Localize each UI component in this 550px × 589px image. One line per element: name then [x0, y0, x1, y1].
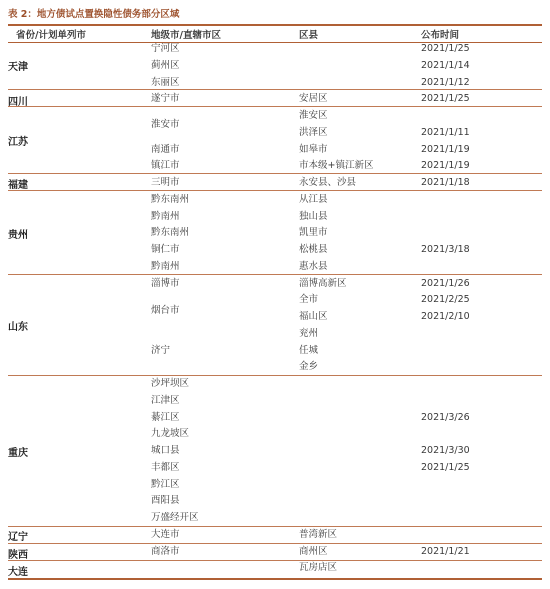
- date-cell: 2021/1/19: [421, 143, 470, 155]
- table-row: [8, 259, 542, 276]
- district-cell: 金乡: [299, 361, 319, 373]
- district-cell: 松桃县: [299, 244, 328, 255]
- table-row: [8, 460, 542, 477]
- table-row: [8, 276, 542, 293]
- city-cell: 宁河区: [151, 43, 180, 54]
- province-cell: 重庆: [8, 448, 28, 459]
- province-cell: 陕西: [8, 550, 28, 561]
- table-row: [8, 443, 542, 460]
- city-cell: 酉阳县: [151, 495, 180, 507]
- province-cell: 福建: [8, 180, 28, 191]
- city-cell: 淄博市: [151, 277, 180, 289]
- district-cell: 洪泽区: [299, 126, 328, 138]
- province-cell: 大连: [8, 567, 28, 578]
- province-cell: 贵州: [8, 230, 28, 241]
- district-cell: 从江县: [299, 193, 328, 205]
- city-cell: 綦江区: [151, 411, 180, 423]
- table-row: [8, 326, 542, 343]
- city-cell: 黔江区: [151, 478, 180, 490]
- district-cell: 市本级+镇江新区: [299, 160, 374, 172]
- city-cell: 商洛市: [151, 545, 180, 557]
- row-separator: [8, 526, 542, 527]
- city-cell: 东丽区: [151, 76, 180, 88]
- city-cell: 城口县: [151, 445, 180, 456]
- city-cell: 九龙坡区: [151, 428, 190, 440]
- city-cell: 蓟州区: [151, 59, 180, 71]
- province-cell: 天津: [8, 62, 28, 73]
- city-cell: 三明市: [151, 177, 180, 188]
- table-row: [8, 108, 542, 125]
- date-cell: 2021/1/11: [421, 126, 470, 138]
- merged-city-cell: 淮安市: [151, 119, 180, 130]
- table-row: [8, 544, 542, 561]
- table-row: [8, 510, 542, 527]
- city-cell: 黔东南州: [151, 193, 190, 205]
- table-row: [8, 41, 542, 58]
- district-cell: 普湾新区: [299, 528, 338, 540]
- table-row: [8, 309, 542, 326]
- date-cell: 2021/1/12: [421, 76, 470, 88]
- city-cell: 遂宁市: [151, 93, 180, 105]
- district-cell: 凯里市: [299, 227, 328, 239]
- province-cell: 江苏: [8, 137, 28, 148]
- city-cell: 铜仁市: [151, 244, 180, 255]
- table-row: [8, 393, 542, 410]
- header-date: 公布时间: [421, 30, 460, 41]
- table-row: [8, 527, 542, 544]
- city-cell: 黔南州: [151, 210, 180, 222]
- row-separator: [8, 274, 542, 275]
- row-separator: [8, 543, 542, 544]
- table-row: [8, 477, 542, 494]
- district-cell: 淮安区: [299, 110, 328, 121]
- city-cell: 万盛经开区: [151, 512, 199, 523]
- table-row: [8, 376, 542, 393]
- table-row: [8, 209, 542, 226]
- table-bottom-rule: [8, 578, 542, 580]
- table-row: [8, 125, 542, 142]
- table-row: [8, 493, 542, 510]
- city-cell: 镇江市: [151, 160, 180, 172]
- table-row: [8, 225, 542, 242]
- city-cell: 沙坪坝区: [151, 378, 190, 389]
- district-cell: 全市: [299, 294, 319, 306]
- city-cell: 南通市: [151, 143, 180, 155]
- date-cell: 2021/1/14: [421, 59, 470, 71]
- table-row: [8, 192, 542, 209]
- city-cell: 丰都区: [151, 461, 180, 473]
- city-cell: 黔南州: [151, 260, 180, 272]
- city-cell: 大连市: [151, 528, 180, 540]
- district-cell: 安居区: [299, 93, 328, 105]
- row-separator: [8, 560, 542, 561]
- district-cell: 永安县、沙县: [299, 177, 357, 188]
- city-cell: 济宁: [151, 344, 171, 356]
- table-caption: 表 2：地方债试点置换隐性债务部分区域: [8, 9, 180, 20]
- district-cell: 任城: [299, 344, 319, 356]
- row-separator: [8, 89, 542, 90]
- district-cell: 如皋市: [299, 143, 328, 155]
- table-row: [8, 343, 542, 360]
- date-cell: 2021/1/25: [421, 93, 470, 105]
- date-cell: 2021/3/30: [421, 445, 470, 456]
- header-city: 地级市/直辖市区: [151, 30, 221, 41]
- table-row: [8, 142, 542, 159]
- date-cell: 2021/1/26: [421, 277, 470, 289]
- city-cell: 江津区: [151, 394, 180, 406]
- district-cell: 福山区: [299, 311, 328, 322]
- date-cell: 2021/2/10: [421, 311, 470, 322]
- city-cell: 黔东南州: [151, 227, 190, 239]
- date-cell: 2021/3/26: [421, 411, 470, 423]
- header-district: 区县: [299, 30, 319, 41]
- district-cell: 惠水县: [299, 260, 328, 272]
- table-row: [8, 242, 542, 259]
- date-cell: 2021/1/25: [421, 461, 470, 473]
- date-cell: 2021/1/18: [421, 177, 470, 188]
- district-cell: 商州区: [299, 545, 328, 557]
- date-cell: 2021/3/18: [421, 244, 470, 255]
- district-cell: 兖州: [299, 327, 319, 339]
- date-cell: 2021/2/25: [421, 294, 470, 306]
- province-cell: 山东: [8, 322, 28, 333]
- table-row: [8, 410, 542, 427]
- merged-city-cell: 烟台市: [151, 305, 180, 316]
- table-row: [8, 426, 542, 443]
- date-cell: 2021/1/21: [421, 545, 470, 557]
- district-cell: 淄博高新区: [299, 277, 347, 289]
- district-cell: 独山县: [299, 210, 328, 222]
- row-separator: [8, 190, 542, 191]
- row-separator: [8, 106, 542, 107]
- row-separator: [8, 375, 542, 376]
- province-cell: 四川: [8, 97, 28, 108]
- date-cell: 2021/1/25: [421, 43, 470, 54]
- table-row: [8, 58, 542, 75]
- date-cell: 2021/1/19: [421, 160, 470, 172]
- row-separator: [8, 173, 542, 174]
- province-cell: 辽宁: [8, 532, 28, 543]
- table-row: [8, 359, 542, 376]
- table-row: [8, 292, 542, 309]
- district-cell: 瓦房店区: [299, 562, 338, 574]
- table-row: [8, 560, 542, 577]
- header-province: 省份/计划单列市: [16, 30, 86, 41]
